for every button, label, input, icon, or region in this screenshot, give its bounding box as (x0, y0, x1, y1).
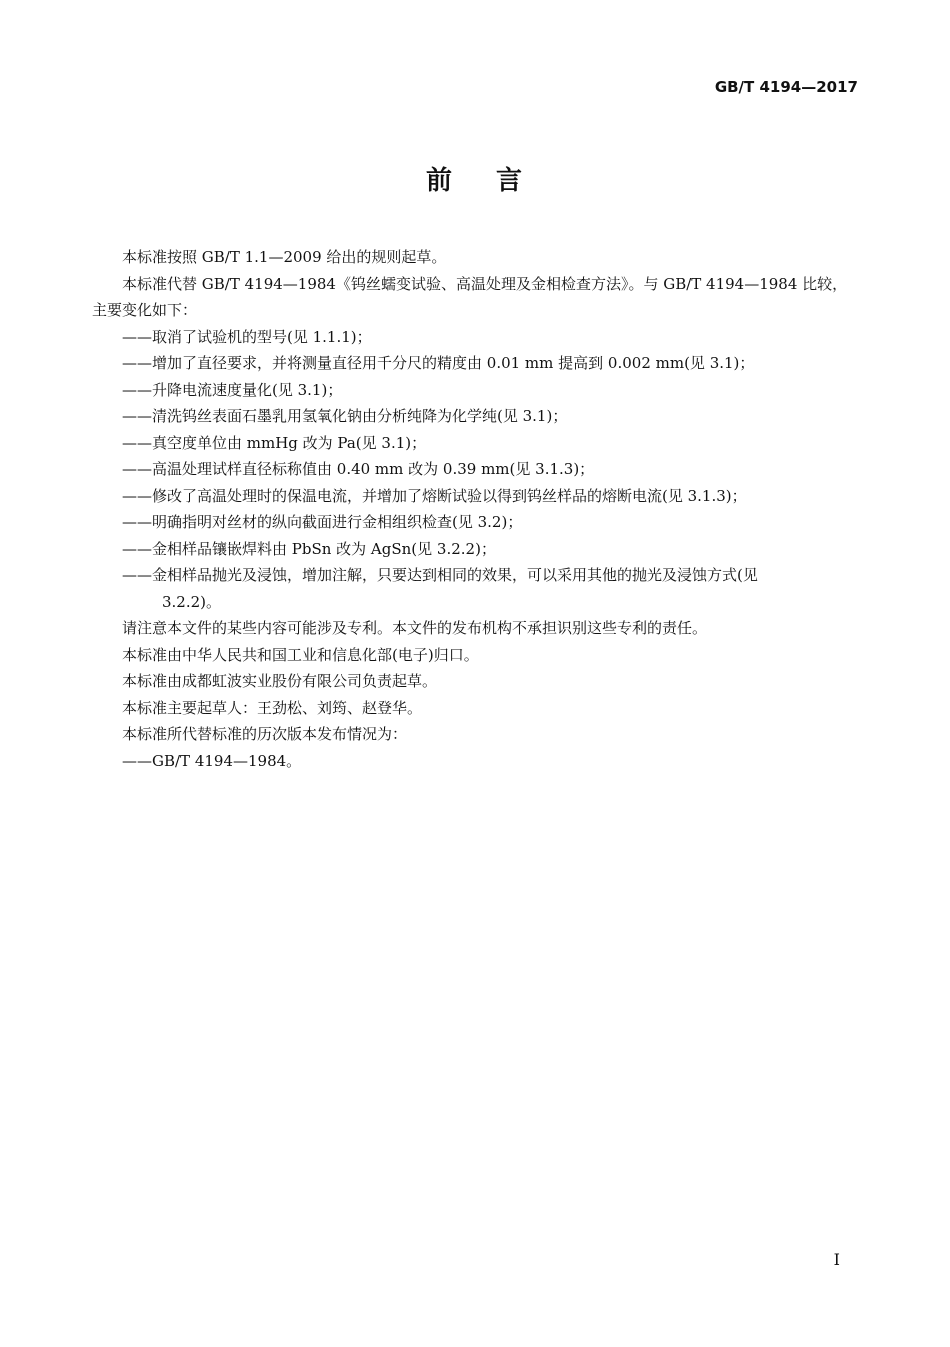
title-part-2: 言 (496, 166, 525, 196)
list-item-line-2: 3.2.2)。 (162, 592, 222, 611)
document-body (92, 244, 858, 774)
page-title (0, 160, 950, 197)
title-part-1: 前 (425, 166, 454, 196)
list-item: ——增加了直径要求，并将测量直径用千分尺的精度由 0.01 mm 提高到 0.002 mm(见 3.1)； (122, 354, 755, 372)
page-number: I (833, 1250, 840, 1269)
list-item: ——真空度单位由 mmHg 改为 Pa(见 3.1)； (122, 433, 427, 452)
paragraph-replacement: 本标准代替 GB/T 4194—1984《钨丝蠕变试验、高温处理及金相检查方法》。与 GB/T 4194—1984 比较，主要变化如下： (92, 274, 848, 319)
list-item: ——GB/T 4194—1984。 (122, 751, 302, 770)
list-item: ——清洗钨丝表面石墨乳用氢氧化钠由分析纯降为化学纯(见 3.1)； (122, 407, 568, 425)
paragraph-authority: 本标准由中华人民共和国工业和信息化部(电子)归口。 (122, 645, 479, 664)
paragraph-history: 本标准所代替标准的历次版本发布情况为： (122, 725, 408, 743)
list-item: ——明确指明对丝材的纵向截面进行金相组织检查(见 3.2)； (122, 513, 523, 531)
list-item: ——升降电流速度量化(见 3.1)； (122, 380, 343, 399)
list-item: ——取消了试验机的型号(见 1.1.1)； (122, 327, 372, 346)
list-item: ——金相样品镶嵌焊料由 PbSn 改为 AgSn(见 3.2.2)； (122, 539, 496, 558)
document-code: GB/T 4194—2017 (714, 78, 858, 96)
list-item (92, 562, 858, 615)
paragraph-patent-notice: 请注意本文件的某些内容可能涉及专利。本文件的发布机构不承担识别这些专利的责任。 (122, 619, 708, 637)
paragraph-drafters: 本标准主要起草人：王劲松、刘筠、赵登华。 (122, 698, 423, 717)
paragraph-drafting-rules: 本标准按照 GB/T 1.1—2009 给出的规则起草。 (122, 248, 447, 266)
list-item: ——修改了高温处理时的保温电流，并增加了熔断试验以得到钨丝样品的熔断电流(见 3.1.3)； (122, 486, 747, 505)
list-item: ——高温处理试样直径标称值由 0.40 mm 改为 0.39 mm(见 3.1.3)； (122, 460, 595, 478)
paragraph-drafting-unit: 本标准由成都虹波实业股份有限公司负责起草。 (122, 672, 438, 690)
list-item-line-1: ——金相样品抛光及浸蚀，增加注解，只要达到相同的效果，可以采用其他的抛光及浸蚀方式(见 (122, 566, 758, 584)
